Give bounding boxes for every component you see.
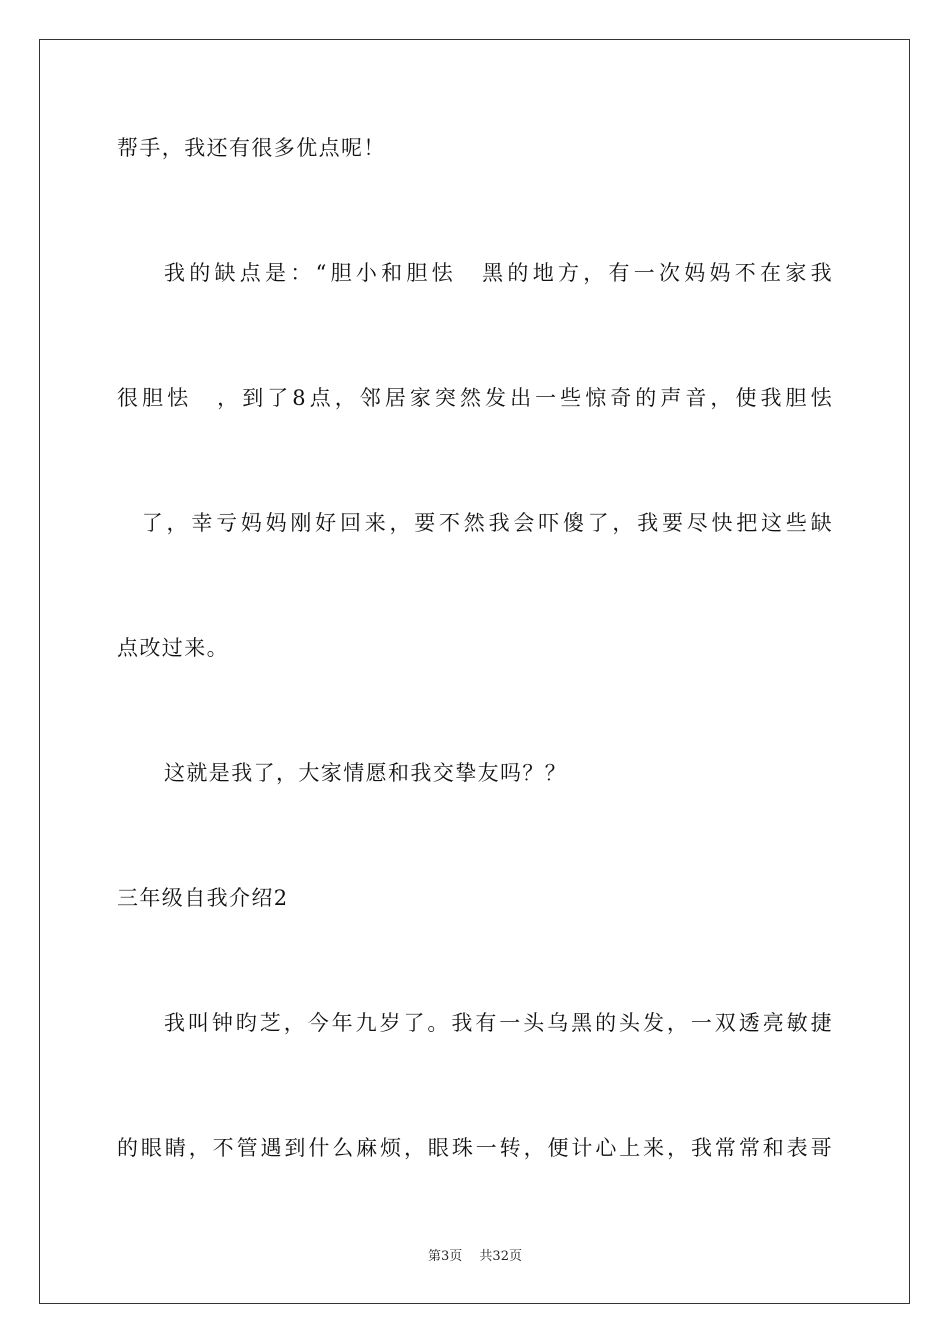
text-line: 我叫钟昀芝，今年九岁了。我有一头乌黑的头发，一双透亮敏捷 <box>164 1011 833 1035</box>
text-line: 点改过来。 <box>117 636 229 660</box>
text-line: 这就是我了，大家情愿和我交挚友吗？？ <box>164 761 568 785</box>
text-line: 很胆怯 ，到了8点，邻居家突然发出一些惊奇的声音，使我胆怯 <box>117 386 833 410</box>
text-line: 的眼睛，不管遇到什么麻烦，眼珠一转，便计心上来，我常常和表哥 <box>117 1136 833 1160</box>
section-heading: 三年级自我介绍2 <box>117 886 289 910</box>
text-line: 帮手，我还有很多优点呢！ <box>117 136 386 160</box>
page-border <box>39 39 910 1304</box>
page-footer: 第3页 共32页 <box>428 1249 522 1264</box>
text-line: 我的缺点是：“胆小和胆怯 黑的地方，有一次妈妈不在家我 <box>164 261 833 285</box>
text-line: 了，幸亏妈妈刚好回来，要不然我会吓傻了，我要尽快把这些缺 <box>117 511 833 535</box>
